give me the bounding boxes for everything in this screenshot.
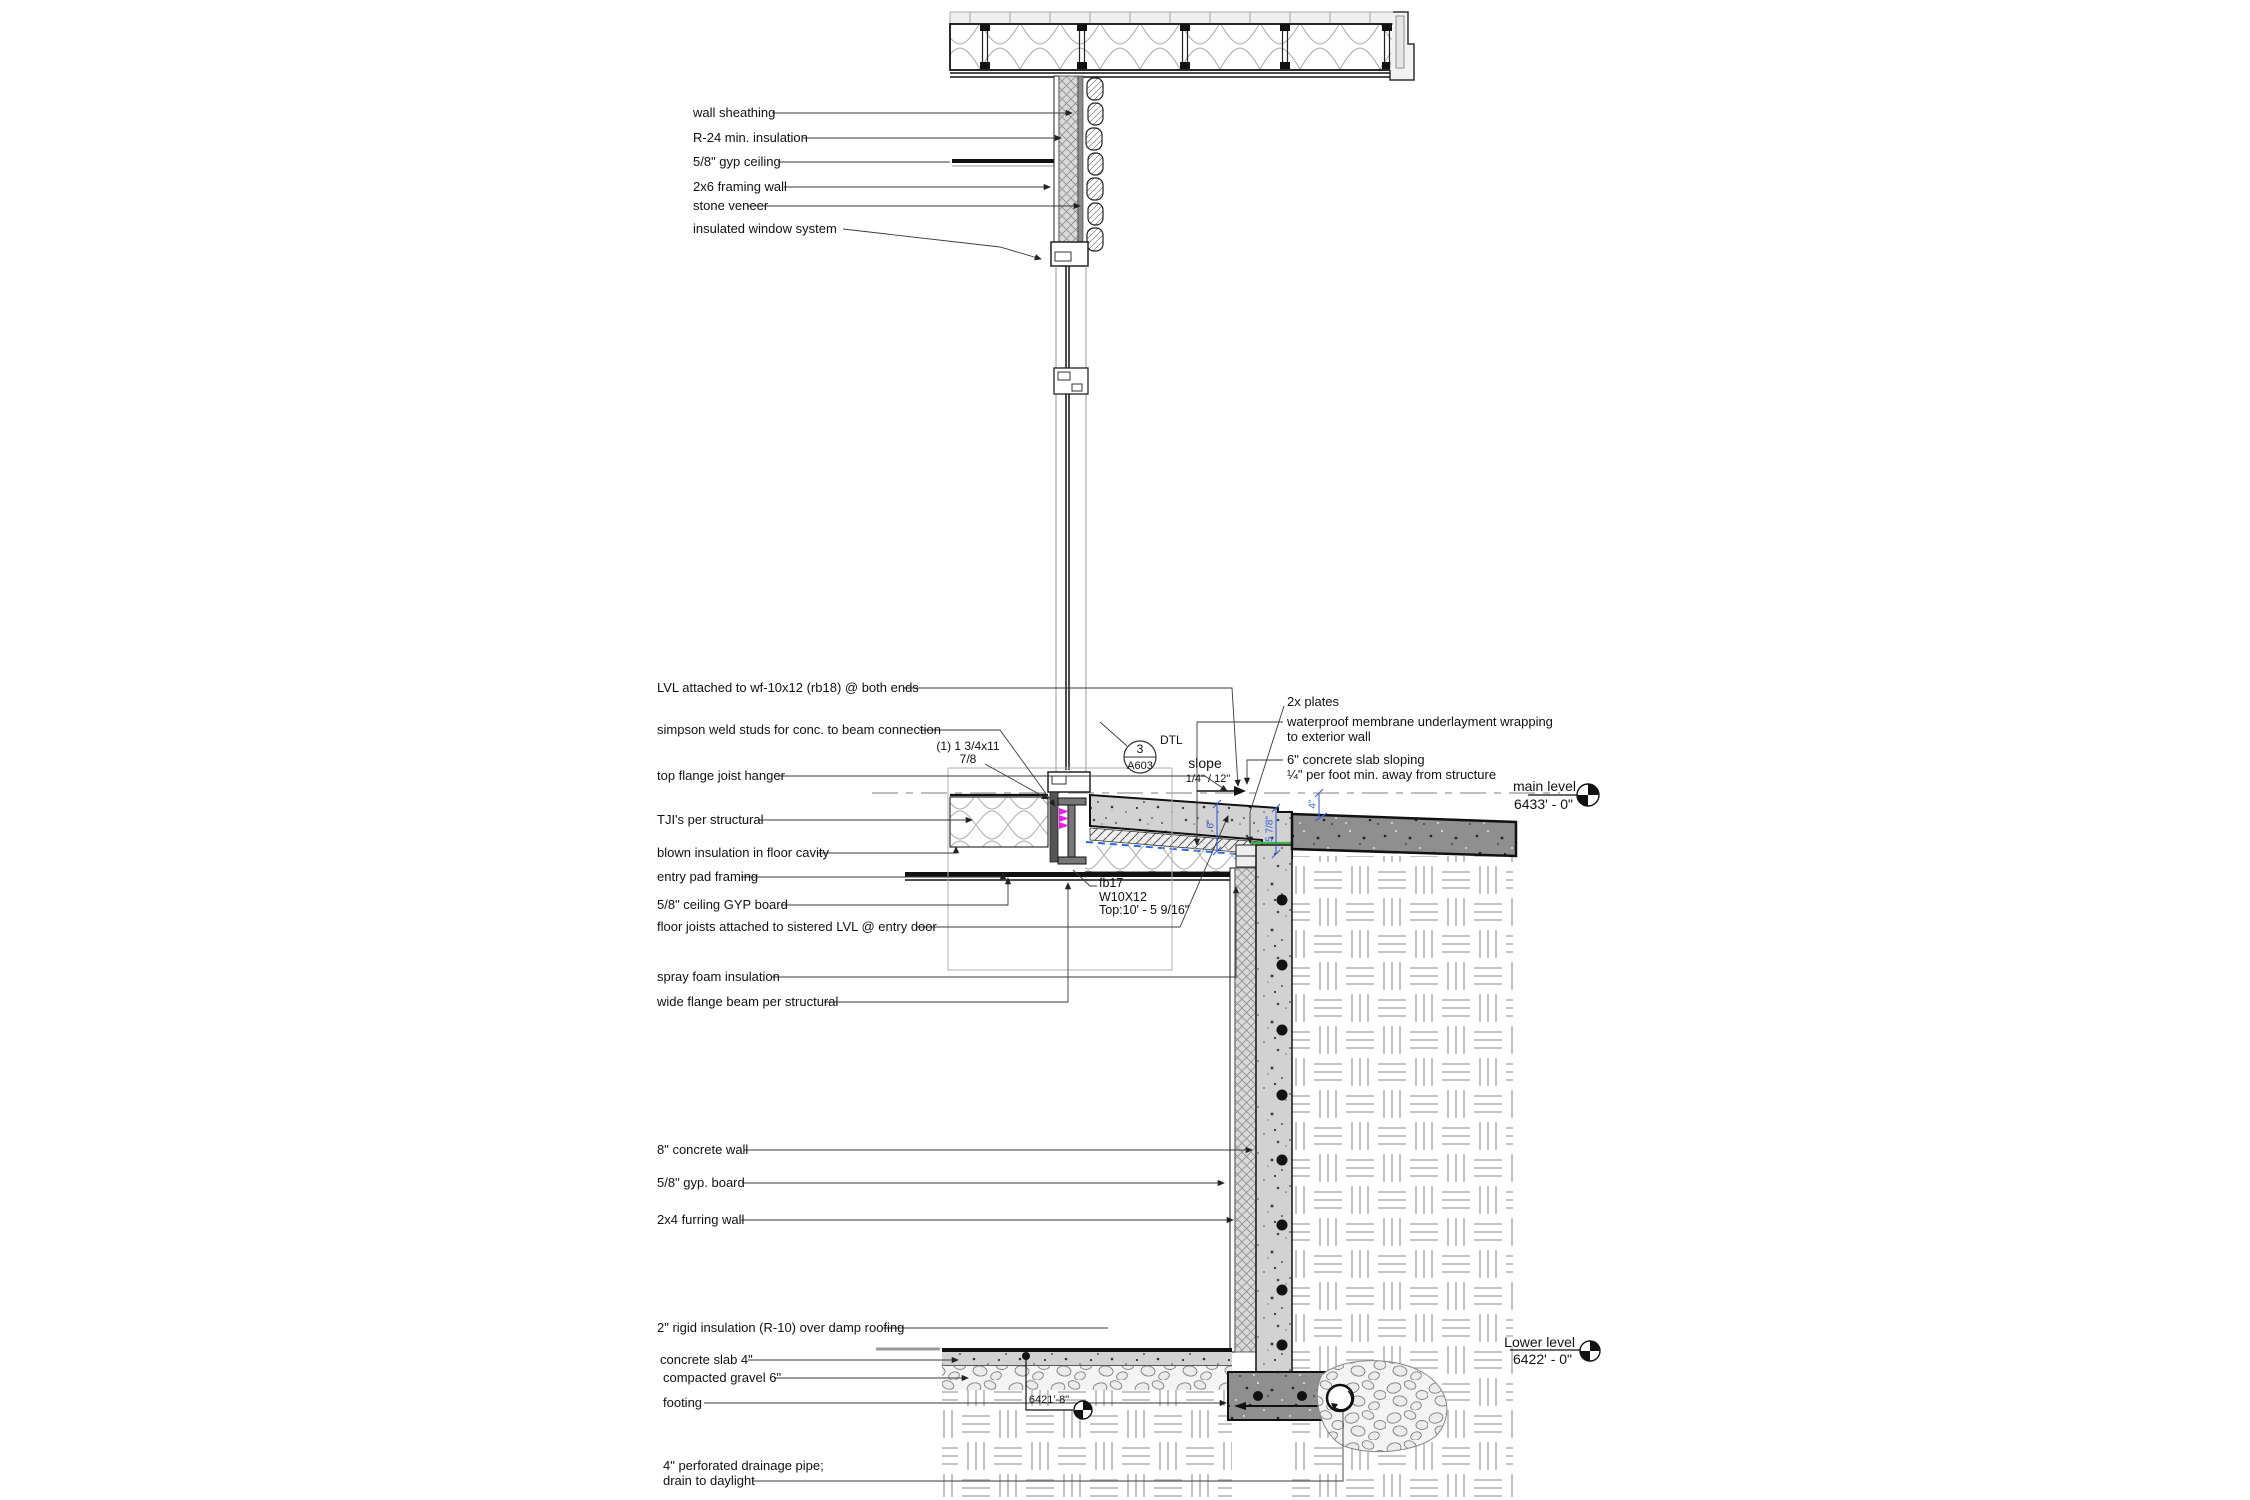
label-lvl-attached: LVL attached to wf-10x12 (rb18) @ both ends: [657, 680, 919, 695]
exterior-slab: [1292, 814, 1516, 856]
label-slab6-1: 6" concrete slab sloping: [1287, 752, 1425, 767]
callout-dtl-tag: DTL: [1160, 733, 1183, 747]
label-ceiling-gyp: 5/8" ceiling GYP board: [657, 897, 788, 912]
label-waterproof-2: to exterior wall: [1287, 729, 1371, 744]
lower-level-name: Lower level: [1504, 1334, 1575, 1350]
beam-group: [1048, 772, 1090, 864]
callout-detail-number: 3: [1136, 742, 1144, 756]
beam-tag: fb17: [1099, 876, 1124, 890]
label-drain-pipe-1: 4" perforated drainage pipe;: [663, 1458, 824, 1473]
label-gyp-ceiling: 5/8" gyp ceiling: [693, 154, 781, 169]
label-2x-plates: 2x plates: [1287, 694, 1340, 709]
label-slab6-2: ¼" per foot min. away from structure: [1287, 767, 1497, 782]
dim-slab-thickness: 6": [1205, 819, 1217, 829]
drain-pipe: [1327, 1385, 1353, 1411]
beam-top-elevation: Top:10' - 5 9/16": [1099, 903, 1190, 917]
main-level-elevation: 6433' - 0": [1513, 796, 1573, 812]
label-simpson-studs: simpson weld studs for conc. to beam connection: [657, 722, 941, 737]
gyp-board-line: [1230, 868, 1235, 1352]
label-r24-insulation: R-24 min. insulation: [693, 130, 808, 145]
dim-reveal: 4": [1307, 799, 1319, 809]
main-level-name: main level: [1512, 778, 1576, 794]
label-drain-pipe-2: drain to daylight: [663, 1473, 755, 1488]
slope-label: slope: [1188, 755, 1222, 771]
label-blown-insulation: blown insulation in floor cavity: [657, 845, 829, 860]
beam-top-flange: [1058, 798, 1086, 805]
plate-2x-bottom: [1236, 856, 1256, 867]
dim-membrane: 5 7/8": [1264, 816, 1276, 842]
gyp-ceiling-line: [952, 159, 1058, 163]
upper-wall: [1051, 76, 1103, 266]
label-wide-flange-beam: wide flange beam per structural: [657, 994, 839, 1009]
lower-slab-group: [876, 1348, 1232, 1390]
furring-band: [1235, 868, 1256, 1352]
spot-elevation-value: 6421'-8": [1028, 1394, 1070, 1406]
label-concrete-slab-4: concrete slab 4": [660, 1352, 753, 1367]
label-entry-pad-framing: entry pad framing: [657, 869, 759, 884]
roof-assembly: [950, 12, 1414, 80]
label-compacted-gravel: compacted gravel 6": [663, 1370, 782, 1385]
callout-sheet-number: A603: [1127, 760, 1153, 772]
label-tjis: TJI's per structural: [657, 812, 764, 827]
label-wall-sheathing: wall sheathing: [693, 105, 776, 120]
label-lvl-dim-1: (1) 1 3/4x11: [936, 739, 1000, 753]
label-stone-veneer: stone veneer: [693, 198, 769, 213]
window-assembly: [1054, 266, 1088, 772]
label-2x6-framing: 2x6 framing wall: [693, 179, 787, 194]
label-footing: footing: [663, 1395, 703, 1410]
label-8in-concrete-wall: 8" concrete wall: [657, 1142, 749, 1157]
gravel-band: [942, 1366, 1232, 1390]
label-waterproof-1: waterproof membrane underlayment wrapping: [1287, 714, 1553, 729]
beam-bottom-flange: [1058, 857, 1086, 864]
footing-group: [1228, 1372, 1325, 1420]
beam-size: W10X12: [1099, 889, 1147, 904]
stone-veneer-blobs: [1086, 78, 1103, 251]
slope-value: 1/4" / 12": [1185, 773, 1231, 785]
label-top-flange-hanger: top flange joist hanger: [657, 768, 785, 783]
plate-2x-top: [1236, 845, 1256, 856]
lower-level-elevation: 6422' - 0": [1512, 1351, 1572, 1367]
label-lvl-dim-2: 7/8: [959, 752, 977, 766]
label-rigid-insulation: 2" rigid insulation (R-10) over damp roofing: [657, 1320, 905, 1335]
weld-studs: [1059, 808, 1069, 829]
label-spray-foam: spray foam insulation: [657, 969, 780, 984]
label-gyp-board-58: 5/8" gyp. board: [657, 1175, 745, 1190]
beam-web: [1068, 805, 1075, 857]
label-window-system: insulated window system: [693, 221, 837, 236]
label-floor-joists: floor joists attached to sistered LVL @ entry door: [657, 919, 937, 934]
label-2x4-furring: 2x4 furring wall: [657, 1212, 745, 1227]
lower-wall: [1230, 845, 1292, 1372]
